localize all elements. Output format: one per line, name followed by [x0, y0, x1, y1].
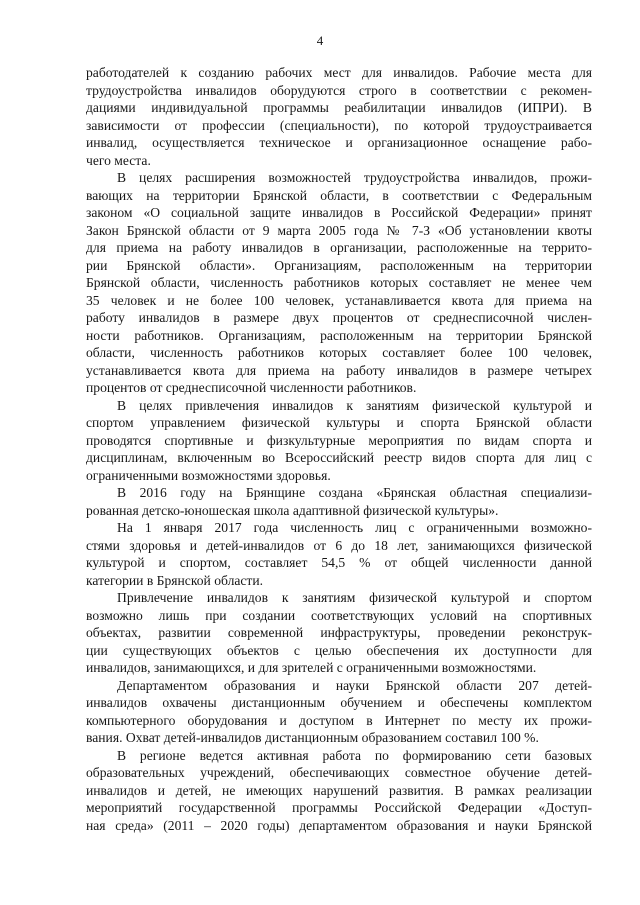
text-line: процентов от среднесписочной численности работников.: [86, 380, 417, 395]
text-line: для приема на работу инвалидов в организации, расположенные на террито-: [86, 240, 592, 255]
text-line: проводятся спортивные и физкультурные мероприятия по видам спорта и: [86, 432, 592, 448]
text-line: устанавливается квота для приема на работу инвалидов в размере четырех: [86, 362, 592, 378]
text-line: В целях привлечения инвалидов к занятиям физической культурой и: [117, 397, 592, 413]
text-line: инвалидов и детей, не имеющих нарушений развития. В рамках реализации: [86, 782, 592, 798]
page-number: 4: [316, 33, 324, 48]
text-line: В 2016 году на Брянщине создана «Брянская областная специализи-: [117, 485, 592, 500]
text-line: Закон Брянской области от 9 марта 2005 года № 7-З «Об установлении квоты: [86, 222, 592, 238]
text-line: На 1 января 2017 года численность лиц с ограниченными возможно-: [117, 520, 592, 535]
text-line: спортом управлением физической культуры и спорта Брянской области: [86, 415, 592, 430]
text-line: дисциплинам, включенным во Всероссийский реестр видов спорта для лиц с: [86, 450, 592, 465]
paragraph: [86, 484, 592, 519]
paragraph: [86, 64, 592, 169]
text-line: Брянской области, численность работников которых составляет не менее чем: [86, 275, 592, 290]
text-line: В регионе ведется активная работа по формированию сети базовых: [117, 747, 592, 763]
text-line: области, численность работников которых составляет более 100 человек,: [86, 345, 592, 360]
paragraph: [86, 677, 592, 747]
text-line: рии Брянской области». Организациям, расположенным на территории: [86, 257, 592, 273]
text-line: ности работников. Организациям, расположенным на территории Брянской: [86, 327, 592, 343]
text-line: законом «О социальной защите инвалидов в Российской Федерации» принят: [86, 205, 592, 220]
text-line: 35 человек и не более 100 человек, устанавливается квота для приема на: [86, 292, 592, 308]
text-line: вания. Охват детей-инвалидов дистанционным образованием составил 100 %.: [86, 730, 539, 745]
text-line: Привлечение инвалидов к занятиям физической культурой и спортом: [117, 590, 592, 605]
text-line: зависимости от профессии (специальности), по которой трудоустраивается: [86, 117, 592, 133]
body-text: [86, 64, 592, 834]
paragraph: [86, 519, 592, 589]
text-line: мероприятий государственной программы Российской Федерации «Доступ-: [86, 800, 592, 815]
paragraph: [86, 397, 592, 485]
text-line: возможно лишь при создании соответствующих условий на спортивных: [86, 607, 592, 623]
text-line: работу инвалидов в размере двух процентов от среднесписочной числен-: [86, 310, 592, 325]
text-line: вающих на территории Брянской области, в соответствии с Федеральным: [86, 187, 592, 203]
paragraph: [86, 169, 592, 397]
text-line: чего места.: [86, 152, 151, 168]
text-line: стями здоровья и детей-инвалидов от 6 до 18 лет, занимающихся физической: [86, 537, 592, 553]
text-line: образовательных учреждений, обеспечивающих совместное обучение детей-: [86, 765, 592, 780]
text-line: В целях расширения возможностей трудоустройства инвалидов, прожи-: [117, 170, 592, 185]
text-line: дациями индивидуальной программы реабилитации инвалидов (ИПРИ). В: [86, 100, 592, 115]
text-line: объектах, развитии современной инфраструктуры, проведении реконструк-: [86, 625, 592, 640]
text-line: ная среда» (2011 – 2020 годы) департаментом образования и науки Брянской: [86, 817, 592, 833]
text-line: трудоустройства инвалидов оборудуются строго в соответствии с рекомен-: [86, 82, 592, 98]
text-line: категории в Брянской области.: [86, 572, 264, 588]
text-line: ограниченными возможностями здоровья.: [86, 467, 331, 483]
text-line: Департаментом образования и науки Брянской области 207 детей-: [117, 677, 592, 693]
text-line: инвалидов охвачены дистанционным обучением и обеспечены комплектом: [86, 695, 592, 710]
text-line: ции существующих объектов с целью обеспечения их доступности для: [86, 642, 592, 658]
text-line: инвалид, осуществляется техническое и организационное оснащение рабо-: [86, 135, 592, 150]
paragraph: [86, 747, 592, 835]
text-line: инвалидов, занимающихся, и для зрителей с ограниченными возможностями.: [86, 660, 537, 675]
paragraph: [86, 589, 592, 677]
text-line: компьютерного оборудования и доступом в Интернет по месту их прожи-: [86, 712, 592, 728]
text-line: рованная детско-юношеская школа адаптивной физической культуры».: [86, 502, 499, 518]
text-line: культурой и спортом, составляет 54,5 % от общей численности данной: [86, 555, 592, 570]
text-line: работодателей к созданию рабочих мест для инвалидов. Рабочие места для: [86, 65, 592, 80]
